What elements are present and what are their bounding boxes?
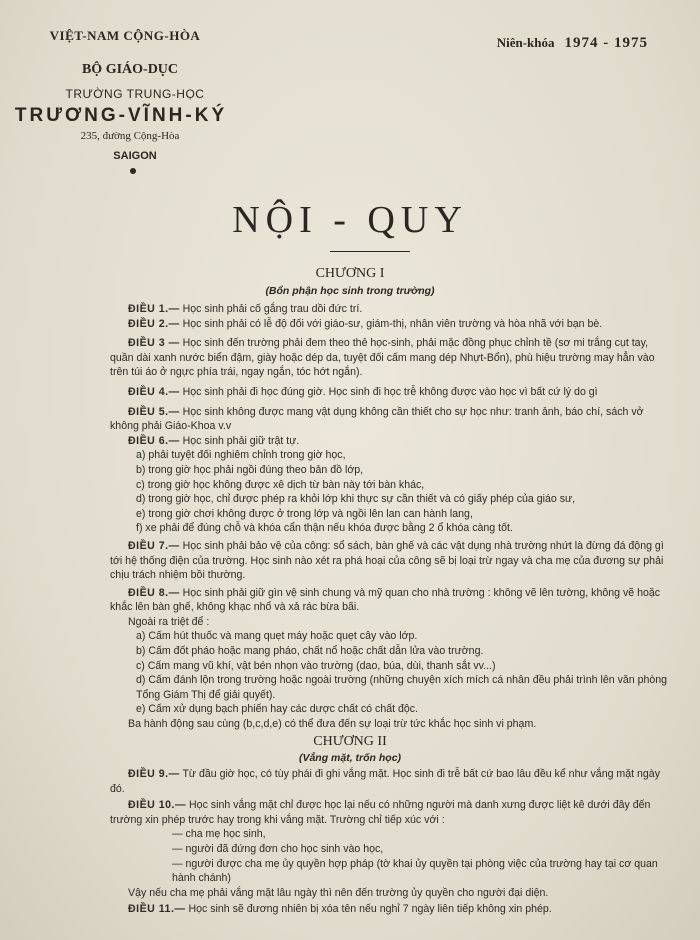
article-10-note: Vậy nếu cha mẹ phải vắng mặt lâu ngày thì nên đến trường ủy quyền cho người đại diện.	[128, 886, 549, 899]
article-8-item: a) Cấm hút thuốc và mang quẹt máy hoặc quẹt cây vào lớp.	[136, 630, 418, 643]
article-10-item: — cha mẹ học sinh,	[172, 828, 266, 841]
article-8-item: c) Cấm mang vũ khí, vật bén nhọn vào trường (dao, búa, dùi, thanh sắt vv...)	[136, 659, 496, 672]
article-2: ĐIỀU 2.— Học sinh phải có lễ độ đối với giáo-sư, giám-thị, nhân viên trường và hòa nhã với bạn bè.	[128, 317, 603, 330]
bullet-dot	[130, 168, 136, 174]
title-underline	[330, 251, 410, 252]
article-8-item: d) Cấm đánh lộn trong trường hoặc ngoài trường (những chuyện xích mích cá nhân đều phải trình lên văn phòng Tổng Giám Thị để giải quyết).	[136, 674, 668, 701]
school-name: TRƯƠNG-VĨNH-KÝ	[14, 105, 228, 126]
article-10: ĐIỀU 10.— Học sinh vắng mặt chỉ được học lại nếu có những người mà danh xưng được liệt kê dưới đây đến trường xin phép trước hay trong khi vắng mặt. Trường chỉ tiếp xúc với :	[110, 799, 651, 826]
school-address: 235, đường Cộng-Hòa	[80, 130, 180, 142]
school-type: TRƯỜNG TRUNG-HỌC	[65, 87, 205, 101]
article-11: ĐIỀU 11.— Học sinh sẽ đương nhiên bị xóa tên nếu nghỉ 7 ngày liên tiếp không xin phép.	[128, 903, 552, 916]
school-city: SAIGON	[113, 150, 157, 162]
chapter2-body	[110, 767, 670, 917]
article-6-item: a) phải tuyệt đối nghiêm chỉnh trong giờ học,	[136, 449, 346, 462]
article-6-item: f) xe phải để đúng chỗ và khóa cẩn thận nếu khóa được bằng 2 ổ khóa càng tốt.	[136, 522, 513, 535]
article-9: ĐIỀU 9.— Từ đầu giờ học, có tùy phái đi ghi vắng mặt. Học sinh đi trễ bất cứ bao lâu đều kể như vắng mặt ngày đó.	[110, 768, 660, 795]
school-year-value: 1974 - 1975	[564, 35, 648, 51]
article-6-item: e) trong giờ chơi không được ở trong lớp và ngồi lên lan can hành lang,	[136, 507, 473, 520]
article-10-item: — người đã đứng đơn cho học sinh vào học,	[172, 842, 384, 855]
article-8-note: Ba hành động sau cùng (b,c,d,e) có thể đưa đến sự loại trừ tức khắc học sinh vi phạm.	[128, 718, 537, 731]
article-6: ĐIỀU 6.— Học sinh phải giữ trật tự.	[128, 434, 300, 447]
article-8-item: e) Cấm xử dụng bạch phiến hay các dược chất có chất độc.	[136, 703, 419, 716]
chapter1-body	[110, 302, 670, 732]
chapter2-heading: CHƯƠNG II	[313, 734, 387, 749]
article-6-item: b) trong giờ học phải ngồi đúng theo bản đồ lớp,	[136, 463, 364, 476]
chapter1-heading: CHƯƠNG I	[315, 266, 385, 281]
article-8-item: b) Cấm đốt pháo hoặc mang pháo, chất nổ hoặc chất dẫn lửa vào trường.	[136, 645, 484, 658]
article-7: ĐIỀU 7.— Học sinh phải bảo vệ của công: sổ sách, bàn ghế và các vật dụng nhà trường nhứt là đừng đá động gì tới hệ thống điện của trường. Học sinh nào xét ra phá hoại của công sẽ bị loại trừ ngay và cha mẹ của đương sự phải chịu trách nhiệm bồi thường.	[110, 539, 664, 582]
article-8-intro: Ngoài ra triệt để :	[128, 615, 210, 628]
ministry-name: BỘ GIÁO-DỤC	[81, 62, 179, 77]
article-8: ĐIỀU 8.— Học sinh phải giữ gìn vệ sinh chung và mỹ quan cho nhà trường : không vẽ lên tường, không vẽ hoặc khắc lên bàn ghế, không khạc nhổ và xả rác bừa bãi.	[110, 586, 661, 614]
article-5: ĐIỀU 5.— Học sinh không được mang vật dụng không cần thiết cho sự học như: tranh ảnh, báo chí, sách vở không phải Giáo-Khoa v.v	[110, 405, 644, 433]
article-3: ĐIỀU 3 — Học sinh đến trường phải đem theo thẻ học-sinh, phải mặc đồng phục chỉnh tề (sơ mi trắng cụt tay, quần dài xanh nước biển đậm, giày hoặc dép da, tuyệt đối cấm mang dép Nhựt-Bổn), phù hiệu trường may hẳn vào trên túi áo ở ngực phía trái, ngay ngắn, tóc hớt ngắn).	[110, 337, 655, 379]
article-1: ĐIỀU 1.— Học sinh phải cố gắng trau dồi đức trí.	[128, 303, 363, 315]
article-10-item: — người được cha mẹ ủy quyền hợp pháp (tờ khai ủy quyền tại phòng việc của trường hay tại cơ quan hành chánh)	[172, 857, 658, 885]
school-year-label: Niên-khóa	[496, 35, 555, 50]
chapter2-subheading: (Vắng mặt, trốn học)	[298, 752, 402, 764]
article-6-item: c) trong giờ học không được xê dịch từ bàn này tới bàn khác,	[136, 478, 425, 491]
republic-name: VIỆT-NAM CỘNG-HÒA	[49, 28, 201, 43]
article-4: ĐIỀU 4.— Học sinh phải đi học đúng giờ. Học sinh đi học trễ không được vào học vì bất cứ lý do gì	[128, 385, 598, 398]
document-title: NỘI - QUY	[232, 199, 468, 241]
school-year	[497, 35, 648, 52]
chapter1-subheading: (Bổn phận học sinh trong trường)	[265, 285, 435, 297]
article-6-item: d) trong giờ học, chỉ được phép ra khỏi lớp khi thực sự cần thiết và có giấy phép của giáo sư,	[136, 493, 576, 506]
